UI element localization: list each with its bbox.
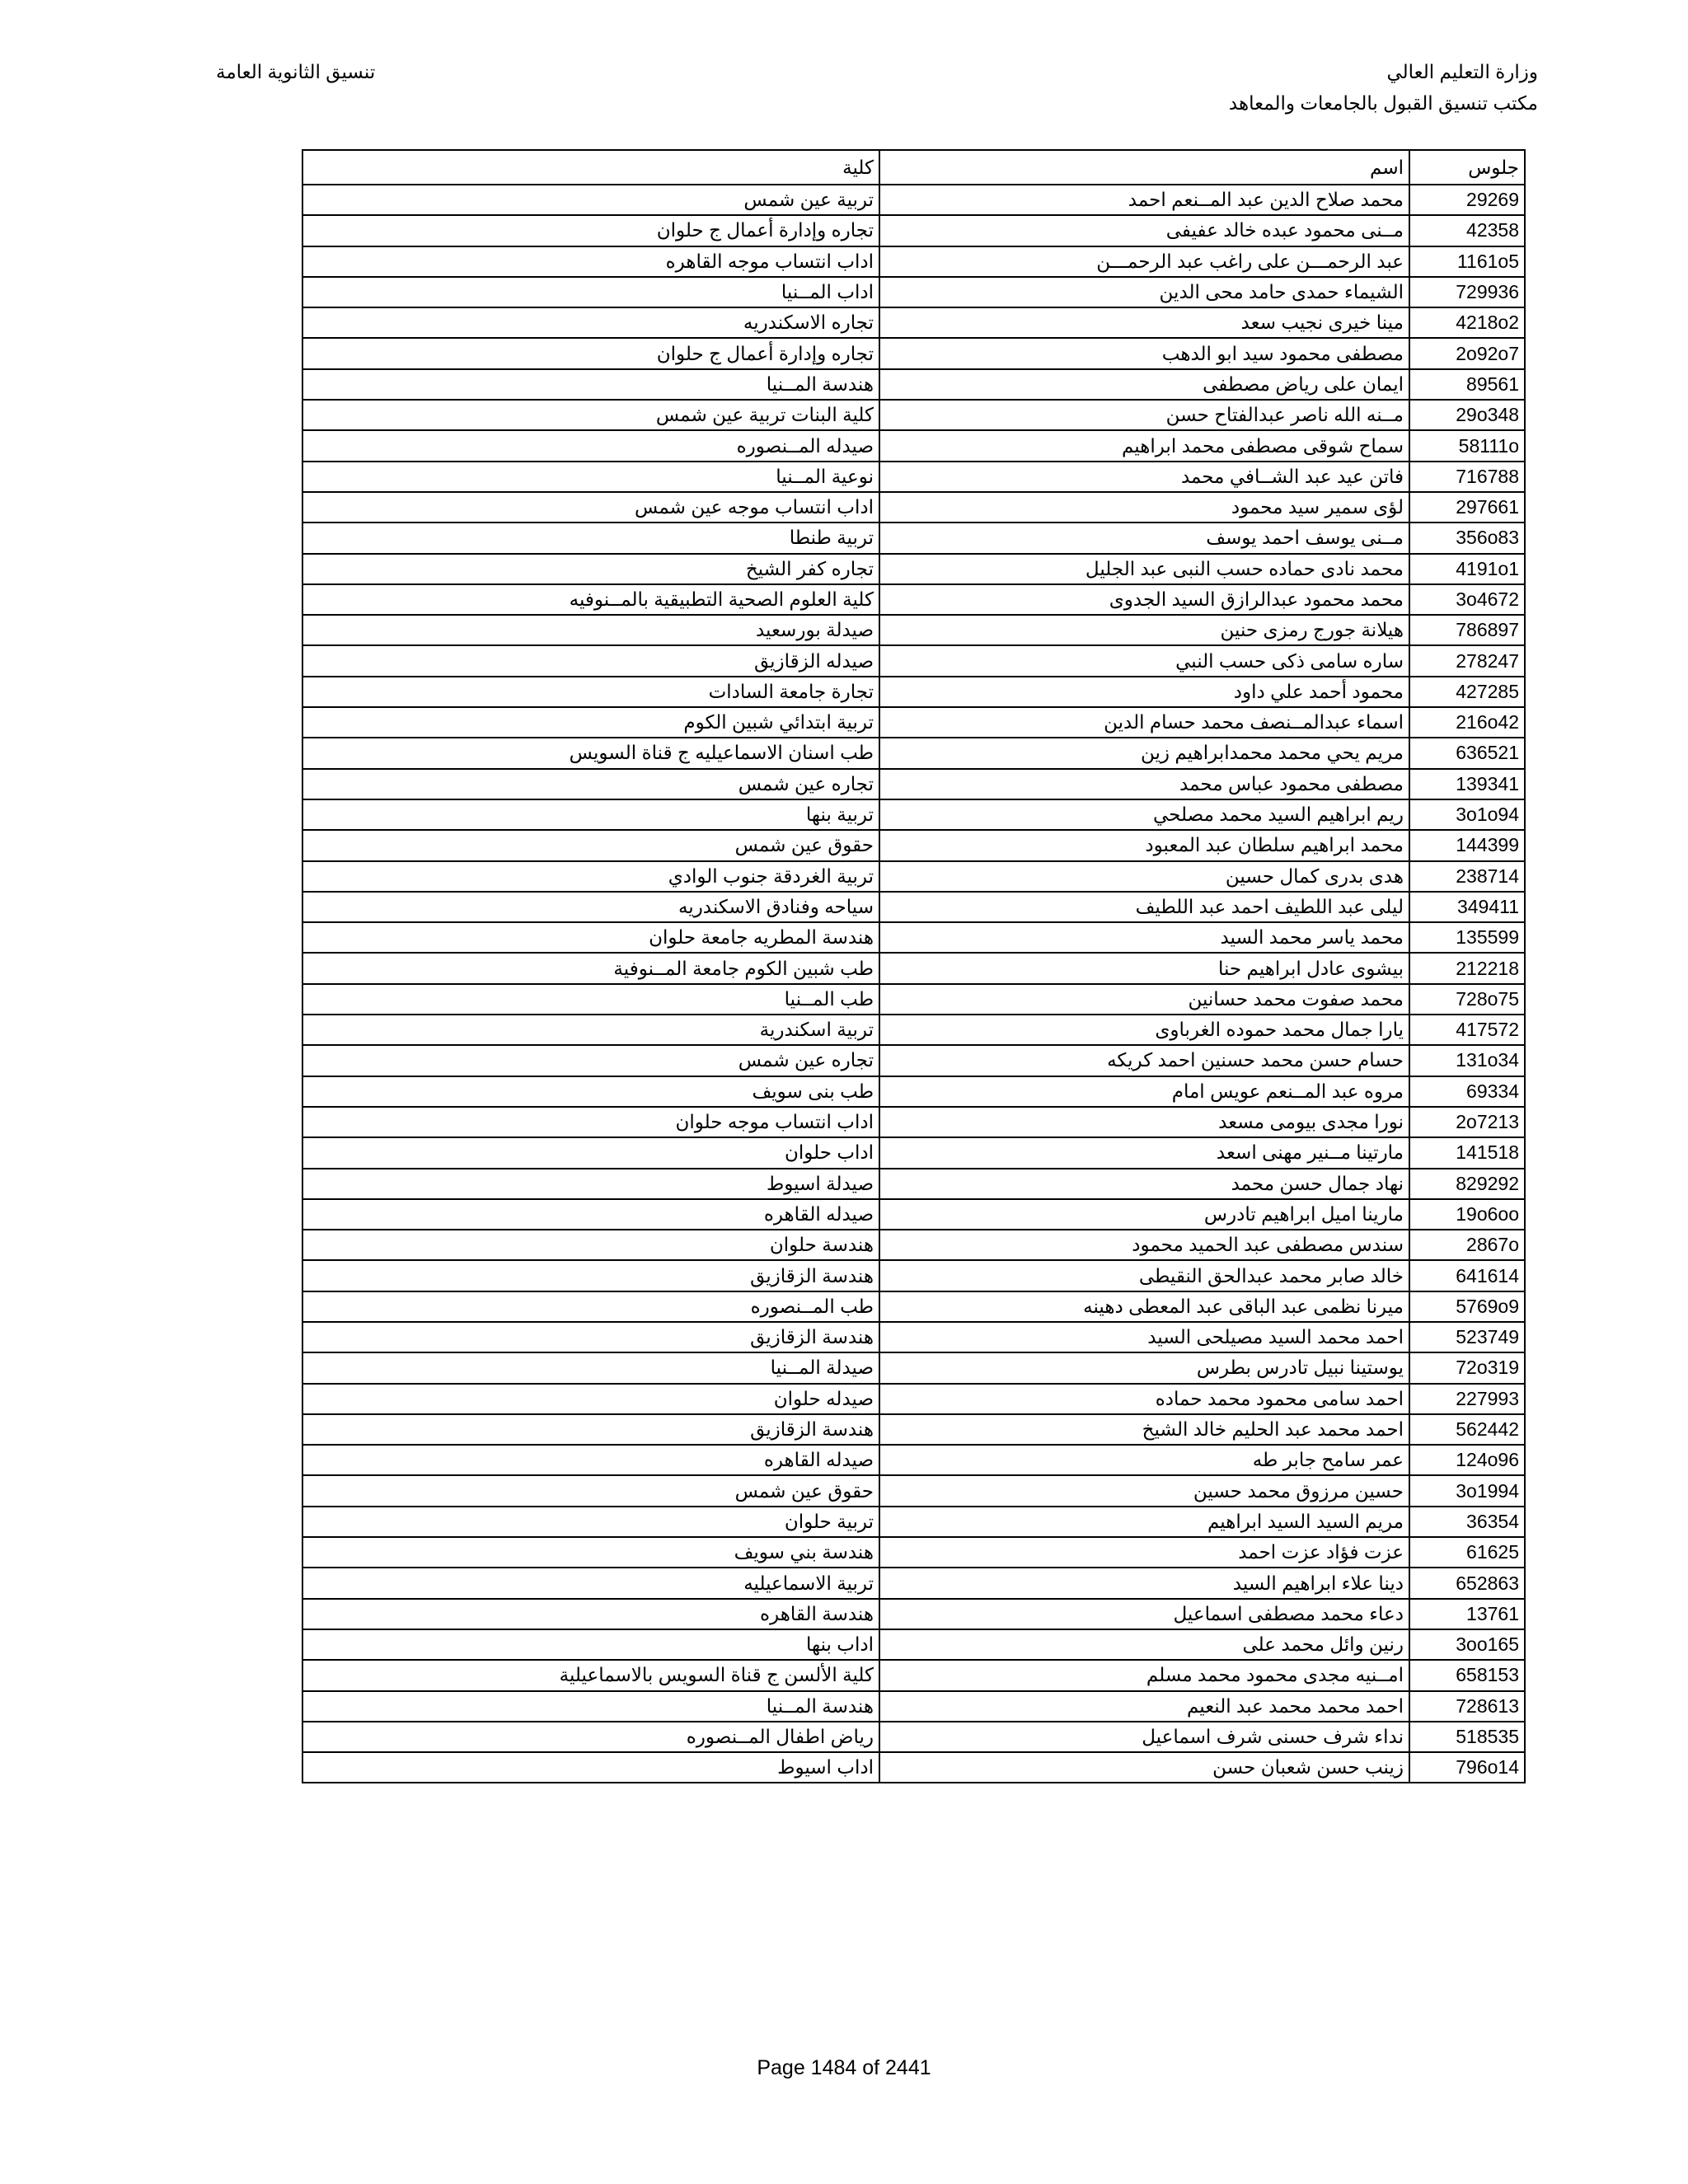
student-name-cell: احمد محمد عبد الحليم خالد الشيخ: [879, 1414, 1409, 1445]
student-name-cell: مينا خيرى نجيب سعد: [879, 307, 1409, 338]
student-name-cell: مــنى محمود عبده خالد عفيفى: [879, 215, 1409, 246]
table-row: [302, 861, 1525, 892]
student-name-cell: لؤى سمير سيد محمود: [879, 492, 1409, 523]
seat-number-cell: 3o4672: [1409, 584, 1525, 615]
seat-number-cell: 135599: [1409, 922, 1525, 953]
table-row: [302, 1322, 1525, 1352]
student-name-cell: نهاد جمال حسن محمد: [879, 1169, 1409, 1199]
faculty-cell: هندسة المطريه جامعة حلوان: [302, 922, 879, 953]
faculty-cell: رياض اطفال المــنصوره: [302, 1722, 879, 1752]
table-row: [302, 307, 1525, 338]
seat-number-cell: 716788: [1409, 462, 1525, 492]
seat-number-cell: 3oo165: [1409, 1629, 1525, 1660]
table-row: [302, 1107, 1525, 1137]
faculty-cell: نوعية المــنيا: [302, 462, 879, 492]
faculty-cell: اداب بنها: [302, 1629, 879, 1660]
student-name-cell: هدى بدرى كمال حسين: [879, 861, 1409, 892]
seat-number-cell: 36354: [1409, 1507, 1525, 1537]
student-name-cell: زينب حسن شعبان حسن: [879, 1752, 1409, 1783]
table-row: [302, 430, 1525, 461]
seat-number-cell: 19o6oo: [1409, 1199, 1525, 1230]
faculty-cell: تربية ابتدائي شبين الكوم: [302, 707, 879, 738]
table-row: [302, 1537, 1525, 1568]
faculty-cell: هندسة الزقازيق: [302, 1414, 879, 1445]
seat-number-cell: 829292: [1409, 1169, 1525, 1199]
seat-number-cell: 29o348: [1409, 400, 1525, 430]
student-name-cell: مــنه الله ناصر عبدالفتاح حسن: [879, 400, 1409, 430]
faculty-cell: اداب انتساب موجه حلوان: [302, 1107, 879, 1137]
faculty-cell: هندسة الزقازيق: [302, 1322, 879, 1352]
faculty-cell: طب اسنان الاسماعيليه ج قناة السويس: [302, 738, 879, 768]
table-row: [302, 677, 1525, 707]
seat-number-cell: 29269: [1409, 185, 1525, 215]
table-row: [302, 645, 1525, 676]
student-name-cell: سندس مصطفى عبد الحميد محمود: [879, 1230, 1409, 1260]
seat-number-cell: 238714: [1409, 861, 1525, 892]
column-header-name: اسم: [879, 150, 1409, 185]
student-name-cell: عبد الرحمـــن على راغب عبد الرحمـــن: [879, 246, 1409, 277]
faculty-cell: طب شبين الكوم جامعة المــنوفية: [302, 953, 879, 983]
student-name-cell: محمد ياسر محمد السيد: [879, 922, 1409, 953]
seat-number-cell: 5769o9: [1409, 1291, 1525, 1322]
student-name-cell: احمد محمد محمد عبد النعيم: [879, 1691, 1409, 1722]
faculty-cell: صيدلة المــنيا: [302, 1352, 879, 1383]
faculty-cell: اداب اسيوط: [302, 1752, 879, 1783]
seat-number-cell: 728o75: [1409, 984, 1525, 1015]
table-row: [302, 1752, 1525, 1783]
seat-number-cell: 139341: [1409, 769, 1525, 799]
seat-number-cell: 641614: [1409, 1260, 1525, 1291]
table-row: [302, 953, 1525, 983]
seat-number-cell: 356o83: [1409, 523, 1525, 553]
faculty-cell: حقوق عين شمس: [302, 1475, 879, 1506]
table-row: [302, 1169, 1525, 1199]
student-name-cell: مارينا اميل ابراهيم تادرس: [879, 1199, 1409, 1230]
column-header-seat: جلوس: [1409, 150, 1525, 185]
seat-number-cell: 2867o: [1409, 1230, 1525, 1260]
seat-number-cell: 72o319: [1409, 1352, 1525, 1383]
faculty-cell: صيدله الزقازيق: [302, 645, 879, 676]
student-name-cell: هيلانة جورج رمزى حنين: [879, 615, 1409, 645]
student-name-cell: الشيماء حمدى حامد محى الدين: [879, 277, 1409, 307]
table-body: [302, 185, 1525, 1783]
seat-number-cell: 124o96: [1409, 1445, 1525, 1475]
faculty-cell: صيدلة اسيوط: [302, 1169, 879, 1199]
header-right: [1229, 56, 1538, 119]
table-row: [302, 400, 1525, 430]
student-name-cell: نداء شرف حسنى شرف اسماعيل: [879, 1722, 1409, 1752]
student-name-cell: اسماء عبدالمــنصف محمد حسام الدين: [879, 707, 1409, 738]
seat-number-cell: 786897: [1409, 615, 1525, 645]
table-row: [302, 984, 1525, 1015]
table-row: [302, 1629, 1525, 1660]
faculty-cell: اداب انتساب موجه القاهره: [302, 246, 879, 277]
faculty-cell: طب المــنيا: [302, 984, 879, 1015]
faculty-cell: صيدله حلوان: [302, 1384, 879, 1414]
page-number: Page 1484 of 2441: [757, 2056, 931, 2079]
faculty-cell: تربية بنها: [302, 799, 879, 830]
seat-number-cell: 3o1994: [1409, 1475, 1525, 1506]
table-row: [302, 492, 1525, 523]
seat-number-cell: 297661: [1409, 492, 1525, 523]
seat-number-cell: 131o34: [1409, 1045, 1525, 1076]
seat-number-cell: 212218: [1409, 953, 1525, 983]
table-row: [302, 246, 1525, 277]
table-row: [302, 1291, 1525, 1322]
table-row: [302, 1352, 1525, 1383]
table-row: [302, 554, 1525, 584]
student-name-cell: رنين وائل محمد على: [879, 1629, 1409, 1660]
student-name-cell: ليلى عبد اللطيف احمد عبد اللطيف: [879, 892, 1409, 922]
student-name-cell: محمود أحمد علي داود: [879, 677, 1409, 707]
table-row: [302, 1691, 1525, 1722]
table-row: [302, 738, 1525, 768]
faculty-cell: كلية البنات تربية عين شمس: [302, 400, 879, 430]
table-row: [302, 1475, 1525, 1506]
faculty-cell: هندسة الزقازيق: [302, 1260, 879, 1291]
faculty-cell: تجاره كفر الشيخ: [302, 554, 879, 584]
student-name-cell: احمد سامى محمود محمد حماده: [879, 1384, 1409, 1414]
faculty-cell: هندسة بني سويف: [302, 1537, 879, 1568]
faculty-cell: تربية الاسماعيليه: [302, 1568, 879, 1598]
faculty-cell: تجارة جامعة السادات: [302, 677, 879, 707]
faculty-cell: تجاره وإدارة أعمال ج حلوان: [302, 215, 879, 246]
seat-number-cell: 144399: [1409, 830, 1525, 860]
office-title: مكتب تنسيق القبول بالجامعات والمعاهد: [1228, 92, 1538, 114]
student-name-cell: محمد ابراهيم سلطان عبد المعبود: [879, 830, 1409, 860]
table-row: [302, 1722, 1525, 1752]
seat-number-cell: 141518: [1409, 1137, 1525, 1168]
faculty-cell: اداب حلوان: [302, 1137, 879, 1168]
faculty-cell: اداب انتساب موجه عين شمس: [302, 492, 879, 523]
table-header-row: [302, 150, 1525, 185]
table-row: [302, 1230, 1525, 1260]
student-name-cell: عمر سامح جابر طه: [879, 1445, 1409, 1475]
student-name-cell: محمد صفوت محمد حسانين: [879, 984, 1409, 1015]
faculty-cell: هندسة حلوان: [302, 1230, 879, 1260]
faculty-cell: طب المــنصوره: [302, 1291, 879, 1322]
faculty-cell: تربية عين شمس: [302, 185, 879, 215]
student-name-cell: محمد صلاح الدين عبد المــنعم احمد: [879, 185, 1409, 215]
seat-number-cell: 518535: [1409, 1722, 1525, 1752]
table-row: [302, 1507, 1525, 1537]
seat-number-cell: 349411: [1409, 892, 1525, 922]
student-name-cell: حسام حسن محمد حسنين احمد كريكه: [879, 1045, 1409, 1076]
table-row: [302, 1260, 1525, 1291]
seat-number-cell: 58111o: [1409, 430, 1525, 461]
student-name-cell: نورا مجدى بيومى مسعد: [879, 1107, 1409, 1137]
seat-number-cell: 61625: [1409, 1537, 1525, 1568]
student-name-cell: مــنى يوسف احمد يوسف: [879, 523, 1409, 553]
faculty-cell: صيدله القاهره: [302, 1199, 879, 1230]
student-name-cell: ساره سامى ذكى حسب النبي: [879, 645, 1409, 676]
seat-number-cell: 417572: [1409, 1015, 1525, 1045]
faculty-cell: اداب المــنيا: [302, 277, 879, 307]
table-row: [302, 1384, 1525, 1414]
student-name-cell: ايمان على رياض مصطفى: [879, 369, 1409, 400]
seat-number-cell: 427285: [1409, 677, 1525, 707]
faculty-cell: تربية اسكندرية: [302, 1015, 879, 1045]
faculty-cell: صيدلة بورسعيد: [302, 615, 879, 645]
seat-number-cell: 728613: [1409, 1691, 1525, 1722]
student-name-cell: محمد نادى حماده حسب النبى عبد الجليل: [879, 554, 1409, 584]
table-row: [302, 1015, 1525, 1045]
table-row: [302, 369, 1525, 400]
seat-number-cell: 4218o2: [1409, 307, 1525, 338]
student-name-cell: حسين مرزوق محمد حسين: [879, 1475, 1409, 1506]
seat-number-cell: 652863: [1409, 1568, 1525, 1598]
faculty-cell: تجاره الاسكندريه: [302, 307, 879, 338]
faculty-cell: كلية الألسن ج قناة السويس بالاسماعيلية: [302, 1660, 879, 1690]
table-row: [302, 584, 1525, 615]
faculty-cell: هندسة القاهره: [302, 1599, 879, 1629]
seat-number-cell: 3o1o94: [1409, 799, 1525, 830]
student-name-cell: مصطفى محمود عباس محمد: [879, 769, 1409, 799]
table-row: [302, 1660, 1525, 1690]
student-name-cell: مريم يحي محمد محمدابراهيم زين: [879, 738, 1409, 768]
table-row: [302, 277, 1525, 307]
seat-number-cell: 2o7213: [1409, 1107, 1525, 1137]
seat-number-cell: 4191o1: [1409, 554, 1525, 584]
seat-number-cell: 796o14: [1409, 1752, 1525, 1783]
table-row: [302, 1076, 1525, 1107]
seat-number-cell: 523749: [1409, 1322, 1525, 1352]
faculty-cell: حقوق عين شمس: [302, 830, 879, 860]
table-row: [302, 523, 1525, 553]
student-name-cell: محمد محمود عبدالرازق السيد الجدوى: [879, 584, 1409, 615]
seat-number-cell: 89561: [1409, 369, 1525, 400]
student-name-cell: امــنيه مجدى محمود محمد مسلم: [879, 1660, 1409, 1690]
faculty-cell: تجاره وإدارة أعمال ج حلوان: [302, 338, 879, 368]
table-row: [302, 1045, 1525, 1076]
seat-number-cell: 13761: [1409, 1599, 1525, 1629]
table-row: [302, 215, 1525, 246]
section-title: تنسيق الثانوية العامة: [216, 61, 376, 82]
faculty-cell: تجاره عين شمس: [302, 769, 879, 799]
faculty-cell: تربية طنطا: [302, 523, 879, 553]
table-row: [302, 1568, 1525, 1598]
faculty-cell: صيدله المــنصوره: [302, 430, 879, 461]
table-row: [302, 922, 1525, 953]
student-name-cell: عزت فؤاد عزت احمد: [879, 1537, 1409, 1568]
seat-number-cell: 227993: [1409, 1384, 1525, 1414]
student-name-cell: ميرنا نظمى عبد الباقى عبد المعطى دهينه: [879, 1291, 1409, 1322]
faculty-cell: كلية العلوم الصحية التطبيقية بالمــنوفيه: [302, 584, 879, 615]
faculty-cell: صيدله القاهره: [302, 1445, 879, 1475]
table-row: [302, 799, 1525, 830]
table-row: [302, 338, 1525, 368]
student-name-cell: مارتينا مــنير مهنى اسعد: [879, 1137, 1409, 1168]
student-name-cell: يارا جمال محمد حموده الغرباوى: [879, 1015, 1409, 1045]
student-name-cell: خالد صابر محمد عبدالحق النقيطى: [879, 1260, 1409, 1291]
column-header-faculty: كلية: [302, 150, 879, 185]
table-row: [302, 1137, 1525, 1168]
student-name-cell: ريم ابراهيم السيد محمد مصلحي: [879, 799, 1409, 830]
student-name-cell: مروه عبد المــنعم عويس امام: [879, 1076, 1409, 1107]
seat-number-cell: 2o92o7: [1409, 338, 1525, 368]
student-name-cell: دينا علاء ابراهيم السيد: [879, 1568, 1409, 1598]
table-row: [302, 185, 1525, 215]
faculty-cell: سياحه وفنادق الاسكندريه: [302, 892, 879, 922]
table-row: [302, 1199, 1525, 1230]
student-name-cell: سماح شوقى مصطفى محمد ابراهيم: [879, 430, 1409, 461]
student-name-cell: احمد محمد السيد مصيلحى السيد: [879, 1322, 1409, 1352]
student-name-cell: دعاء محمد مصطفى اسماعيل: [879, 1599, 1409, 1629]
student-name-cell: فاتن عيد عبد الشــافي محمد: [879, 462, 1409, 492]
table-row: [302, 707, 1525, 738]
faculty-cell: تربية حلوان: [302, 1507, 879, 1537]
seat-number-cell: 562442: [1409, 1414, 1525, 1445]
faculty-cell: طب بنى سويف: [302, 1076, 879, 1107]
table-row: [302, 830, 1525, 860]
seat-number-cell: 42358: [1409, 215, 1525, 246]
student-name-cell: يوستينا نبيل تادرس بطرس: [879, 1352, 1409, 1383]
table-row: [302, 462, 1525, 492]
seat-number-cell: 278247: [1409, 645, 1525, 676]
admission-table: [302, 149, 1526, 1783]
faculty-cell: هندسة المــنيا: [302, 369, 879, 400]
faculty-cell: تجاره عين شمس: [302, 1045, 879, 1076]
table-row: [302, 1414, 1525, 1445]
faculty-cell: هندسة المــنيا: [302, 1691, 879, 1722]
seat-number-cell: 729936: [1409, 277, 1525, 307]
student-name-cell: بيشوى عادل ابراهيم حنا: [879, 953, 1409, 983]
ministry-title: وزارة التعليم العالي: [1386, 61, 1538, 82]
student-name-cell: مريم السيد السيد ابراهيم: [879, 1507, 1409, 1537]
table-row: [302, 615, 1525, 645]
seat-number-cell: 636521: [1409, 738, 1525, 768]
table-row: [302, 1445, 1525, 1475]
seat-number-cell: 1161o5: [1409, 246, 1525, 277]
seat-number-cell: 69334: [1409, 1076, 1525, 1107]
table-row: [302, 1599, 1525, 1629]
faculty-cell: تربية الغردقة جنوب الوادي: [302, 861, 879, 892]
seat-number-cell: 216o42: [1409, 707, 1525, 738]
student-name-cell: مصطفى محمود سيد ابو الدهب: [879, 338, 1409, 368]
table-row: [302, 769, 1525, 799]
table-row: [302, 892, 1525, 922]
seat-number-cell: 658153: [1409, 1660, 1525, 1690]
